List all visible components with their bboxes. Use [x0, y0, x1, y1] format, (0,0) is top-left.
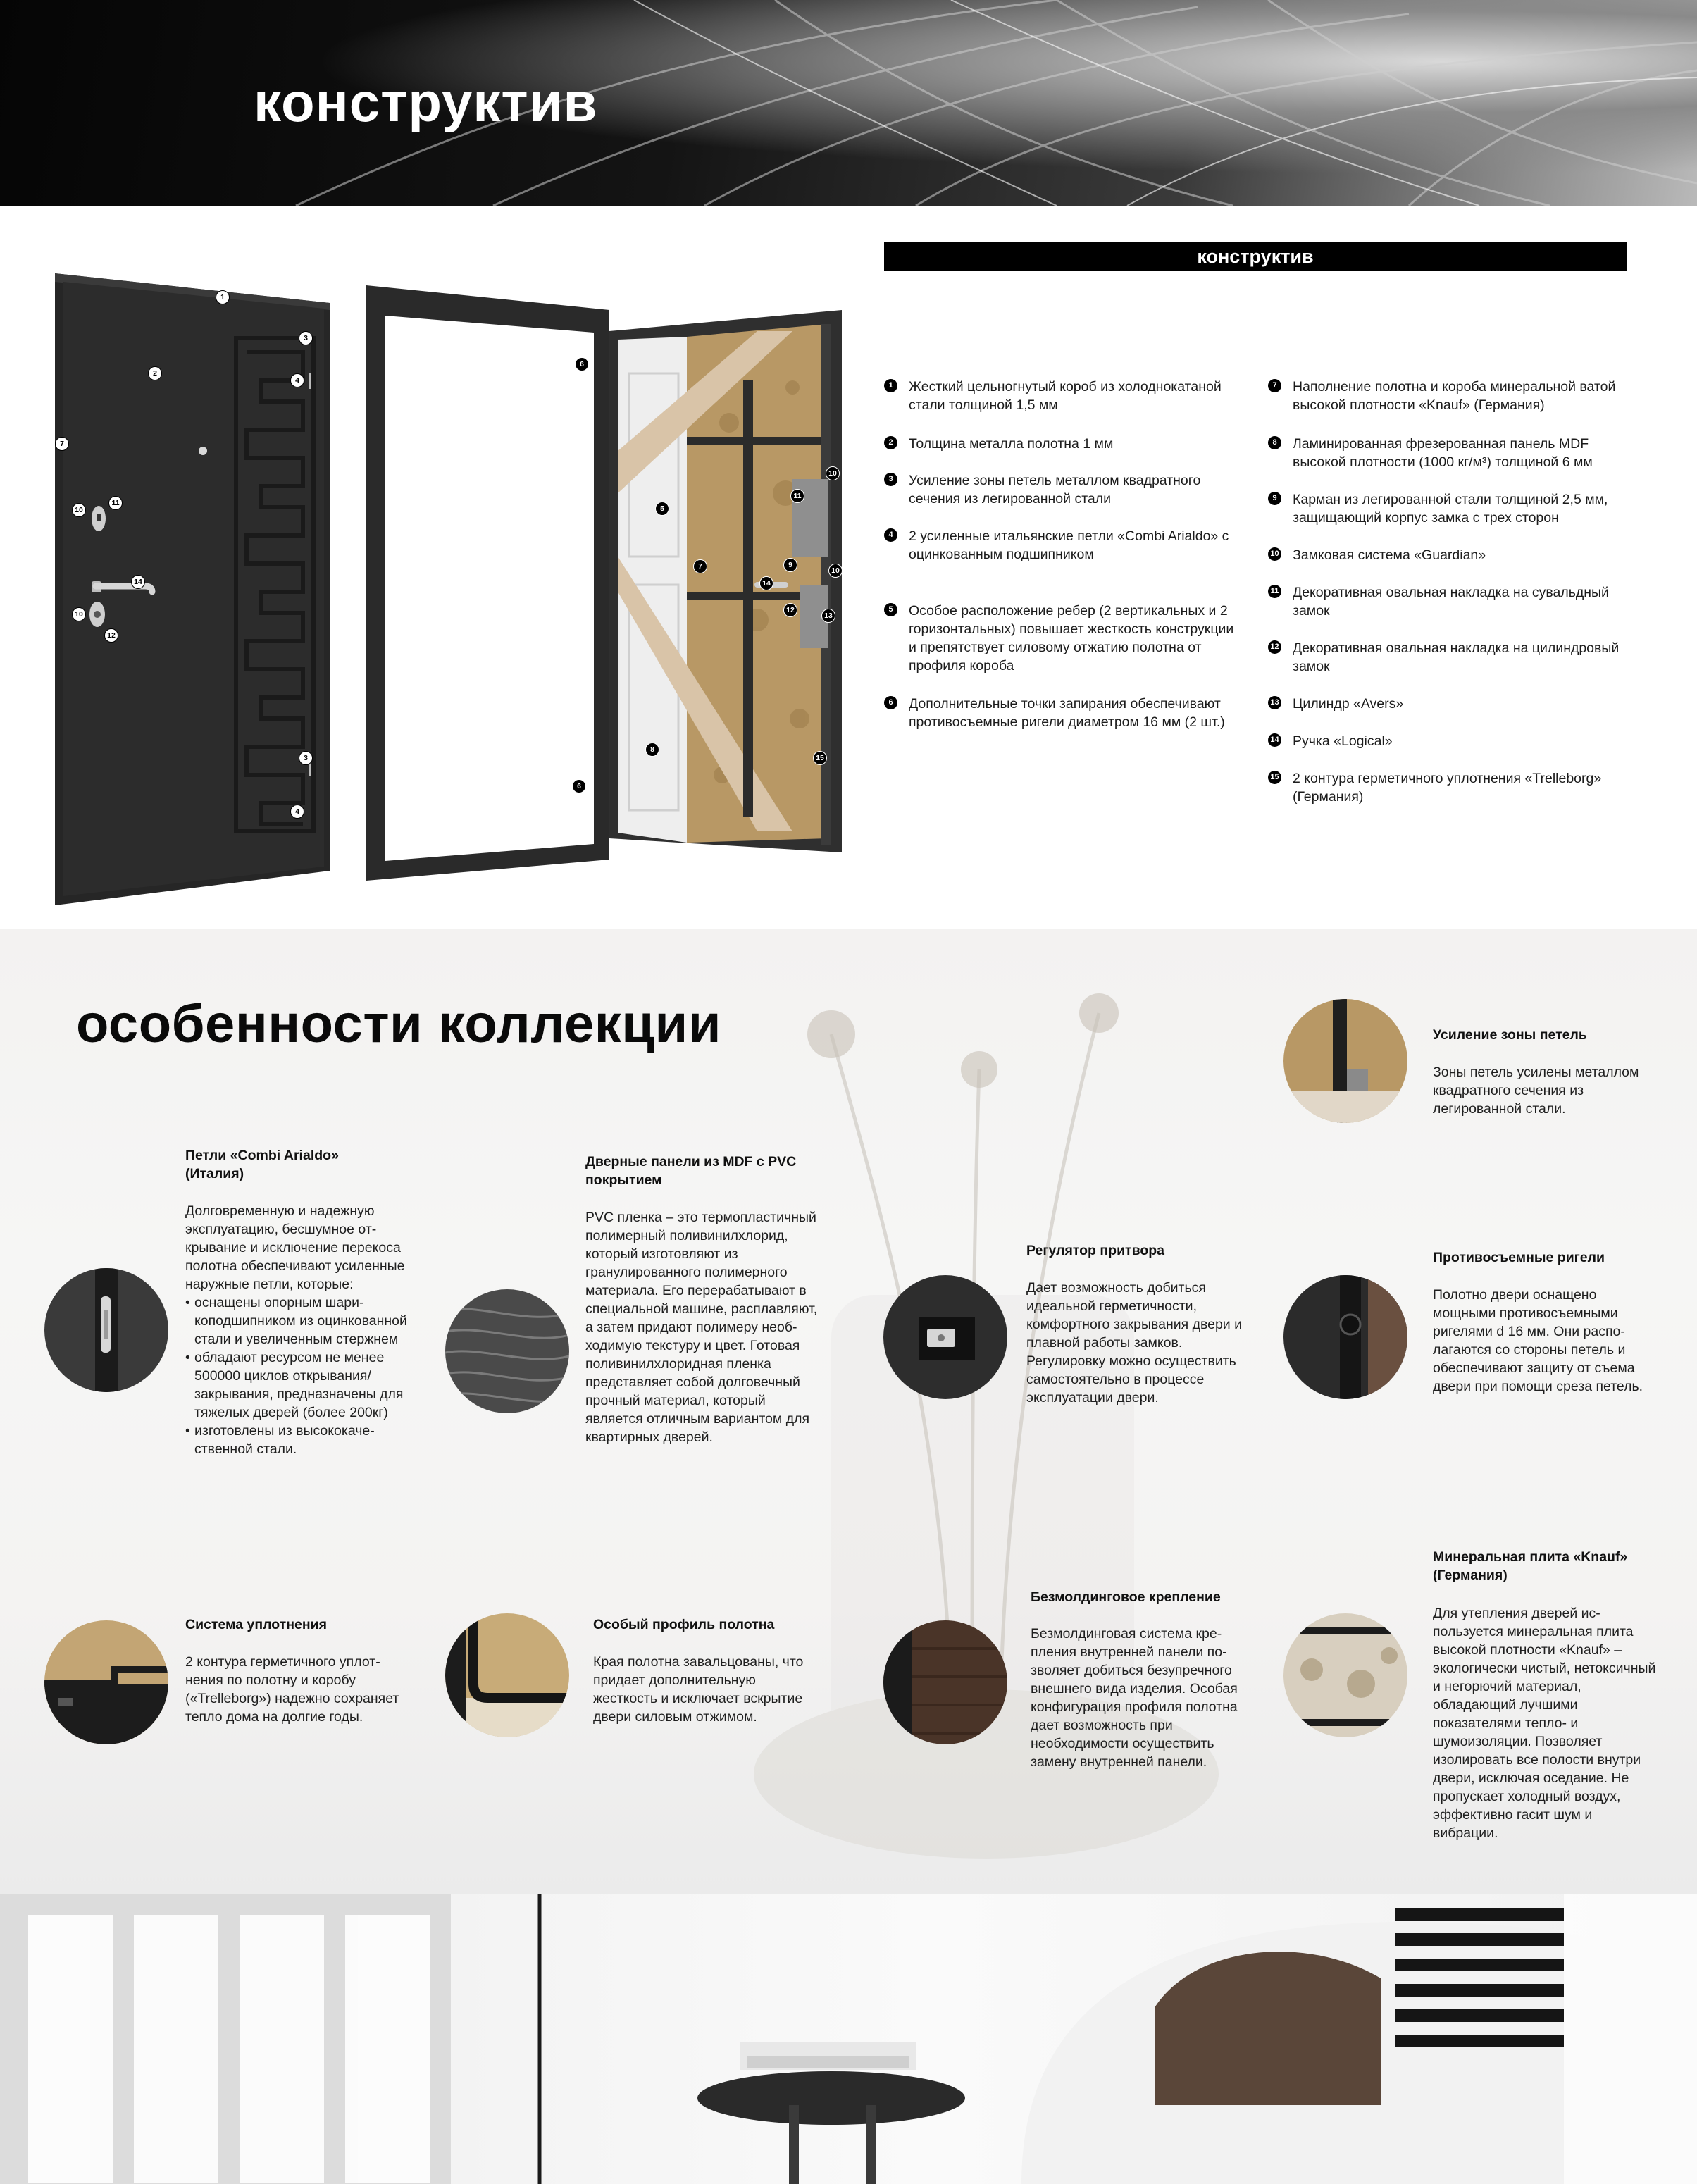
mdf-image: [445, 1289, 569, 1413]
hinge-zone-text: Зоны петель усилены металлом квадратного сечения из легированной стали.: [1433, 1065, 1639, 1117]
hinges-bullet-3: • изготовлены из высококачественной стали.: [185, 1422, 409, 1458]
seal-photo: [44, 1620, 168, 1744]
hinge-zone-photo: [1283, 999, 1407, 1123]
profile-text: Края полотна завальцованы, что придает дополнительную жесткость и исключает вскрытие двери силовым отжимом.: [593, 1654, 804, 1725]
hinges-text: Долговременную и надежную эксплуатацию, бесшумное открывание и исключение перекоса полотна обеспечивают усиленные наружные петли, которые: • оснащены опорным шарикоподшипником из оцинкованной стали и увеличенным стержнем • обладают ресурсом не менее 500000 циклов открывания/закрывания, предназначены для тяжелых дверей (более 200кг) • изготовлены из высококачественной стали.: [185, 1202, 409, 1458]
hinge-photo: [44, 1268, 168, 1392]
inner-callout-5: 5: [655, 502, 669, 516]
regulator-image: [883, 1275, 1007, 1399]
outer-callout-7: 7: [55, 437, 69, 451]
mdf-texture-photo: [445, 1289, 569, 1413]
outer-callout-3: 3: [299, 331, 313, 345]
inner-callout-10b: 10: [828, 564, 843, 578]
hinges-image: [44, 1268, 168, 1392]
hinges-title: Петли «Combi Arialdo» (Италия): [185, 1148, 339, 1181]
inner-callout-9: 9: [783, 558, 797, 572]
mdf-title: Дверные панели из MDF с PVC покрытием: [585, 1154, 797, 1188]
outer-callout-11: 11: [108, 496, 123, 510]
mdf-text: PVC пленка – это термопластичный полимерный поливинилхлорид, который изготовляют из гранулированного полимерного материала. Его перерабатывают в специальной машине, расплавляют, а затем придают полимеру необходимую текстуру и цвет. Готовая поливинилхлоридная пленка представляет собой долговечный прочный материал, который является отличным вариантом для квартирных дверей.: [585, 1210, 818, 1445]
seal-image: [44, 1620, 168, 1744]
inner-callout-8: 8: [645, 743, 659, 757]
inner-callout-14: 14: [759, 576, 773, 590]
hinges-bullet-1: • оснащены опорным шарикоподшипником из оцинкованной стали и увеличенным стержнем: [185, 1293, 409, 1348]
outer-callout-2: 2: [148, 366, 162, 380]
inner-callout-12: 12: [783, 603, 797, 617]
hinges-bullet-2: • обладают ресурсом не менее 500000 циклов открывания/закрывания, предназначены для тяжелых дверей (более 200кг): [185, 1348, 409, 1422]
outer-door-illustration: [49, 268, 338, 916]
hero-title: конструктив: [254, 71, 598, 133]
seal-text: 2 контура герметичного уплотнения по полотну и коробу («Trelleborg») надежно сохраняет тепло дома на долгие годы.: [185, 1654, 399, 1725]
outer-callout-12: 12: [104, 628, 118, 643]
outer-callout-1: 1: [216, 290, 230, 304]
moulding-image: [883, 1620, 1007, 1744]
moulding-photo: [883, 1620, 1007, 1744]
construction-header-bar: конструктив: [884, 242, 1627, 271]
inner-callout-6b: 6: [572, 779, 586, 793]
outer-callout-10b: 10: [72, 607, 86, 621]
inner-callout-7: 7: [693, 559, 707, 573]
knauf-text: Для утепления дверей используется минеральная плита высокой плотности «Knauf» – экологически чистый, нетоксичный и негорючий материал, обладающий лучшими показателями тепло- и шумоизоляции. Позволяет изолировать все полости внутри двери, исключая оседание. Не пропускает холодный воздух, эффективно гасит шум и вибрации.: [1433, 1606, 1656, 1841]
hinge-zone-title: Усиление зоны петель: [1433, 1027, 1587, 1043]
regulator-photo: [883, 1275, 1007, 1399]
outer-callout-10: 10: [72, 503, 86, 517]
knauf-title: Минеральная плита «Knauf» (Германия): [1433, 1549, 1628, 1583]
moulding-text: Безмолдинговая система крепления внутренней панели позволяет добиться безупречного внешнего вида изделия. Особая конфигурация профиля полотна дает возможность при необходимости осуществить замену внутренней панели.: [1031, 1626, 1238, 1770]
features-title: особенности коллекции: [76, 994, 721, 1054]
anti-removal-image: [1283, 1275, 1407, 1399]
regulator-title: Регулятор притвора: [1026, 1243, 1164, 1258]
knauf-photo: [1283, 1613, 1407, 1737]
inner-callout-15: 15: [813, 751, 827, 765]
interior-illustration: [0, 1894, 1697, 2184]
seal-title: Система уплотнения: [185, 1617, 327, 1632]
outer-callout-3b: 3: [299, 751, 313, 765]
profile-title: Особый профиль полотна: [593, 1617, 775, 1632]
anti-removal-photo: [1283, 1275, 1407, 1399]
inner-door-cutaway: [363, 282, 856, 888]
hinge-zone-image: [1283, 999, 1407, 1123]
outer-callout-4: 4: [290, 373, 304, 387]
regulator-text: Дает возможность добиться идеальной герметичности, комфортного закрывания двери и плавной работы замков. Регулировку можно осуществить самостоятельно в процессе эксплуатации двери.: [1026, 1280, 1243, 1406]
moulding-title: Безмолдинговое крепление: [1031, 1589, 1221, 1605]
inner-callout-11: 11: [790, 489, 804, 503]
anti-removal-text: Полотно двери оснащено мощными противосъемными ригелями d 16 мм. Они располагаются со стороны петель и обеспечивают защиту от съема двери при помощи среза петель.: [1433, 1287, 1643, 1394]
profile-image: [445, 1613, 569, 1737]
inner-callout-13: 13: [821, 609, 835, 623]
inner-callout-10: 10: [826, 466, 840, 480]
anti-removal-title: Противосъемные ригели: [1433, 1250, 1605, 1265]
knauf-image: [1283, 1613, 1407, 1737]
inner-callout-6: 6: [575, 357, 589, 371]
outer-callout-4b: 4: [290, 805, 304, 819]
profile-photo: [445, 1613, 569, 1737]
interior-photo: [0, 1894, 1697, 2184]
hero-banner: [0, 0, 1697, 206]
outer-callout-14: 14: [131, 575, 145, 589]
